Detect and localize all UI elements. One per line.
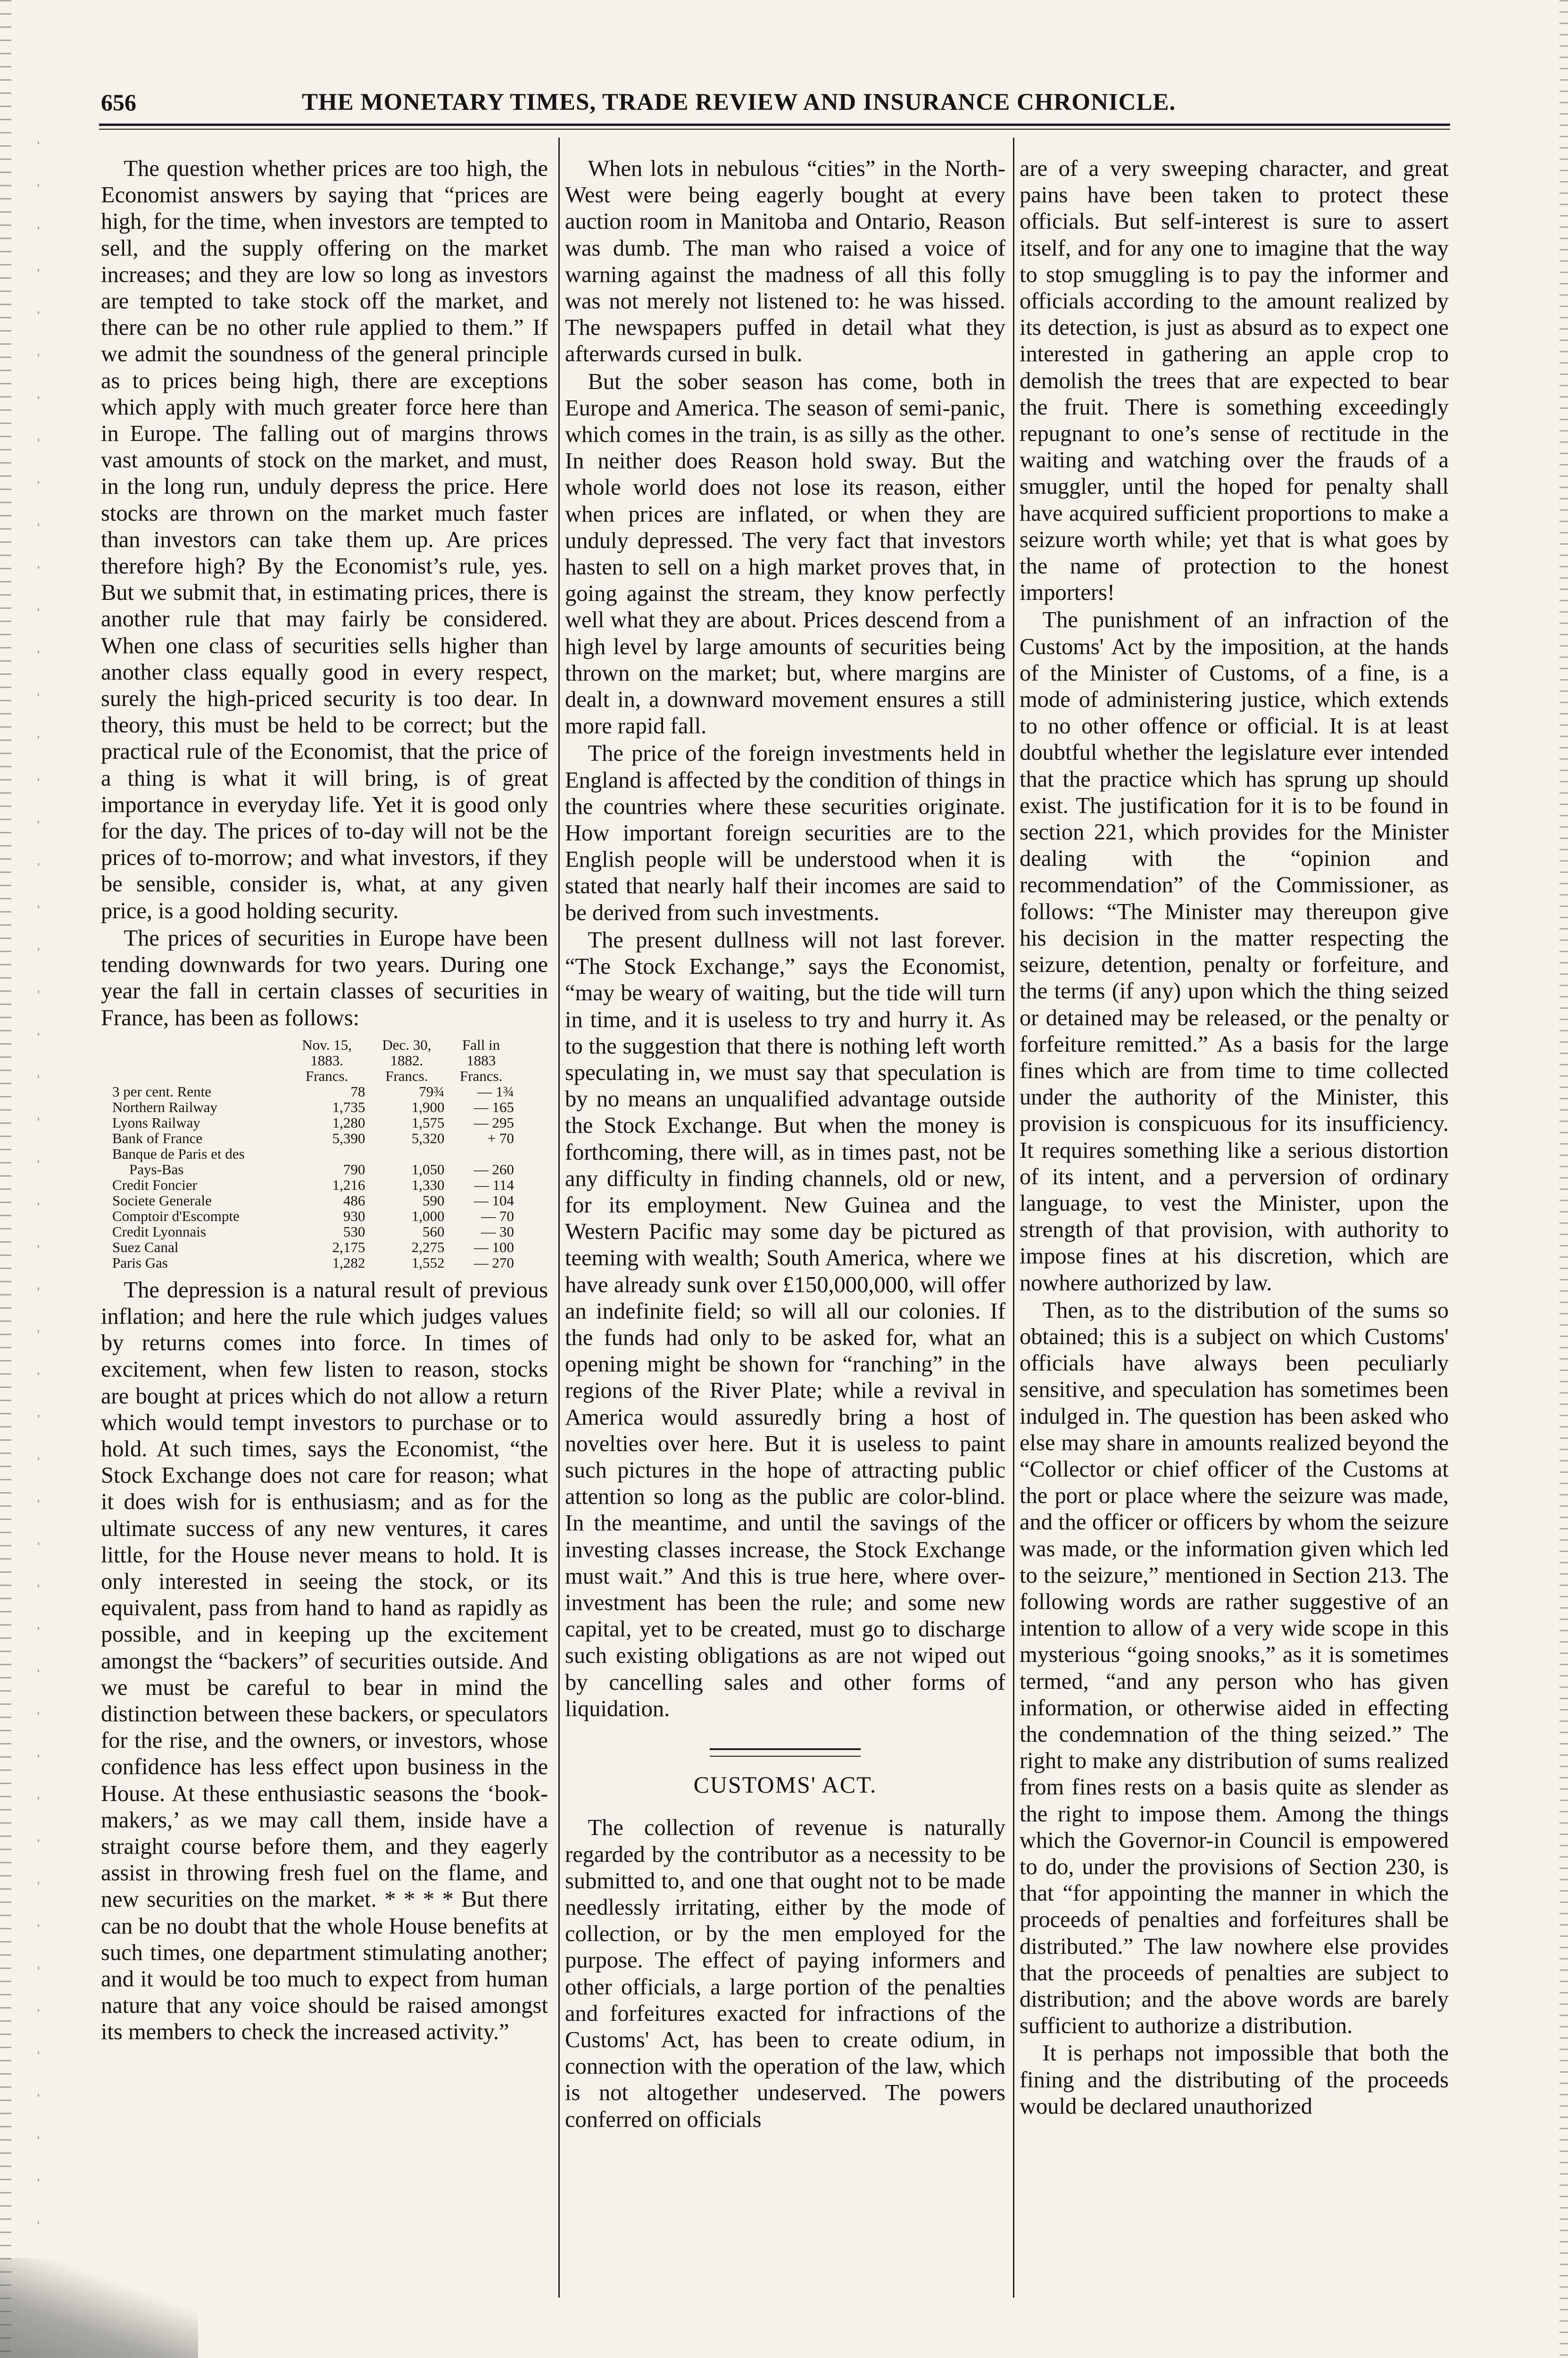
paragraph: The depression is a natural result of previous inflation; and here the rule which judges values by returns comes into force. In times of excitement, when few listen to reason, stocks are bought at prices which do not allow a return which would tempt investors to purchase or to hold. At such times, says the Economist, “the Stock Exchange does not care for reason; what it does wish for is enthusiasm; and as for the ultimate success of any new ventures, it cares little, for the House never means to hold. It is only interested in seeing the stock, or its equivalent, pass from hand to hand as rapidly as possible, and in keeping up the excitement amongst the “backers” of securities outside. And we must be careful to bear in mind the distinction between these backers, or speculators for the rise, and the owners, or investors, whose confidence has less effect upon business in the House. At these enthusiastic seasons the ‘book-makers,’ as we may call them, inside have a straight course before them, and they eagerly assist in throwing fresh fuel on the flame, and new securities on the market. * * * * But there can be no doubt that the whole House benefits at such times, one department stimulating another; and it would be too much to expect from human nature that any voice should be raised amongst its members to check the increased activity.” [101,1277,548,2045]
table-row: Bank of France 5,390 5,320 + 70 [112,1129,514,1146]
table-row: 3 per cent. Rente 78 79¾ — 1¾ [112,1083,514,1100]
paragraph: The question whether prices are too high, the Economist answers by saying that “prices are high, for the time, when investors are tempted to sell, and the supply offering on the market increases; and they are low so long as investors are tempted to take stock off the market, and there can be no other rule applied to them.” If we admit the soundness of the general principle as to prices being high, there are exceptions which apply with much greater force here than in Europe. The falling out of margins throws vast amounts of stock on the market, and must, in the long run, unduly depress the price. Here stocks are thrown on the market much faster than investors can take them up. Are prices therefore high? By the Economist’s rule, yes. But we submit that, in estimating prices, there is another rule that may fairly be considered. When one class of securities sells higher than another class equally good in every respect, surely the high-priced security is too dear. In theory, this must be held to be correct; but the practical rule of the Economist, that the price of a thing is what it will bring, is of great importance in everyday life. Yet it is good only for the day. The prices of to-day will not be the prices of to-morrow; and what investors, if they be sensible, consider is, what, at any given price, is a good holding security. [101,156,548,923]
paragraph: The present dullness will not last forever. “The Stock Exchange,” says the Economist, “may be weary of waiting, but the tide will turn in time, and it is useless to try and hurry it. As to the suggestion that there is nothing left worth speculating in, we must say that speculation is by no means an unqualified advantage outside the Stock Exchange. But when the money is forthcoming, there will, as in times past, not be any difficulty in finding channels, old or new, for its employment. New Guinea and the Western Pacific may some day be pictured as teeming with wealth; South America, where we have already sunk over £150,000,000, will offer an indefinite field; so will all our colonies. If the funds had only to be asked for, what an opening might be shown for “ranching” in the regions of the River Plate; while a revival in America would assuredly bring a host of novelties over here. But it is useless to paint such pictures in the hope of attracting public attention so long as the public are color-blind. In the meantime, and until the savings of the investing classes increase, the Stock Exchange must wait.” And this is true here, where over-investment has been the rule; and some new capital, yet to be created, must go to discharge such existing obligations as are not wiped out by cancelling sales and other forms of liquidation. [565,927,1005,1721]
paragraph: It is perhaps not impossible that both the fining and the distributing of the proceeds would be declared unauthorized [1020,2041,1449,2119]
header-rule-thin [99,129,1450,130]
table-row: Credit Foncier 1,216 1,330 — 114 [112,1176,514,1193]
table-row: Northern Railway 1,735 1,900 — 165 [112,1098,514,1115]
paragraph: The prices of securities in Europe have been tending downwards for two years. During one year the fall in certain classes of securities in France, has been as follows: [101,925,548,1030]
section-heading: CUSTOMS' ACT. [693,1771,877,1798]
paragraph: Then, as to the distribution of the sums so obtained; this is a subject on which Customs' officials have always been peculiarly sensitive, and speculation has sometimes been indulged in. The question has been asked who else may share in amounts realized beyond the “Collector or chief officer of the Customs at the port or place where the seizure was made, and the officer or officers by whom the seizure was made, or the information given which led to the seizure,” mentioned in Section 213. The following words are rather suggestive of an intention to allow of a very wide scope in this mysterious “going snooks,” as it is sometimes termed, “and any person who has given information, or otherwise aided in effecting the condemnation of the thing seized.” The right to make any distribution of sums realized from fines rests on a basis quite as slender as the right to impose them. Among the things which the Governor-in Council is empowered to do, under the provisions of Section 230, is that “for appointing the manner in which the proceeds of penalties and forfeitures shall be distributed.” The law nowhere else provides that the proceeds of penalties are subject to distribution; and the above words are barely sufficient to authorize a distribution. [1020,1297,1449,2039]
paragraph: The collection of revenue is naturally regarded by the contributor as a necessity to be submitted to, and one that ought not to be made needlessly irritating, either by the mode of collection, or by the men employed for the purpose. The effect of paying informers and other officials, a large portion of the penalties and forfeitures exacted for infractions of the Customs' Act, has been to create odium, in connection with the operation of the law, which is not altogether undeserved. The powers conferred on officials [565,1815,1005,2132]
table-row: Lyons Railway 1,280 1,575 — 295 [112,1114,514,1131]
column-3 [1020,156,1449,2120]
column-header: Fall in 1883 Francs. [460,1036,503,1084]
section-divider [565,1736,1005,1763]
running-head: THE MONETARY TIMES, TRADE REVIEW AND INSURANCE CHRONICLE. [302,89,1176,116]
header-rule [99,124,1450,126]
paragraph: But the sober season has come, both in Europe and America. The season of semi-panic, which comes in the train, is as silly as the other. In neither does Reason hold sway. But the whole world does not lose its reason, either when prices are inflated, or when they are unduly depressed. The very fact that investors hasten to sell on a high market proves that, in going against the stream, they know perfectly well what they are about. Prices descend from a high level by large amounts of securities being thrown on the market; but, where margins are dealt in, a downward movement ensures a still more rapid fall. [565,369,1005,739]
securities-table [110,1037,516,1270]
paragraph: are of a very sweeping character, and great pains have been taken to protect these officials. But self-interest is sure to assert itself, and for any one to imagine that the way to stop smuggling is to pay the informer and officials according to the amount realized by its detection, is just as absurd as to expect one interested in gathering an apple crop to demolish the trees that are expected to bear the fruit. There is something exceedingly repugnant to one’s sense of rectitude in the waiting and watching over the frauds of a smuggler, until the hoped for penalty shall have acquired sufficient proportions to make a seizure worth while; yet that is what goes by the name of protection to the honest importers! [1020,156,1449,606]
column-2 [565,156,1005,2133]
column-1 [101,156,548,2046]
table-row: Credit Lyonnais 530 560 — 30 [112,1223,514,1240]
column-rule-2 [1013,138,1014,2298]
scan-edge-right [1560,0,1568,2358]
page-number: 656 [101,89,136,116]
table-row: Societe Generale 486 590 — 104 [112,1192,514,1209]
table-row: Paris Gas 1,282 1,552 — 270 [112,1254,514,1271]
table-header-row [110,1037,516,1084]
paragraph: The price of the foreign investments held in England is affected by the condition of things in the countries where these securities originate. How important foreign securities are to the English people will be understood when it is stated that nearly half their incomes are said to be derived from such investments. [565,741,1005,925]
paragraph: The punishment of an infraction of the Customs' Act by the imposition, at the hands of the Minister of Customs, of a fine, is a mode of administering justice, which extends to no other offence or official. It is at least doubtful whether the legislature ever intended that the practice which has sprung up should exist. The justification for it is to be found in section 221, which provides for the Minister dealing with the “opinion and recommendation” of the Commissioner, as follows: “The Minister may thereupon give his decision in the matter respecting the seizure, detention, penalty or forfeiture, and the terms (if any) upon which the thing seized or detained may be released, or the penalty or forfeiture remitted.” As a basis for the large fines which are from time to time collected under the authority of the Minister, this provision is conspicuous for its insufficiency. It requires something like a serious distortion of its intent, and a perversion of ordinary language, to vest the Minister, upon the strength of that provision, with authority to impose fines at his discretion, which are nowhere authorized by law. [1020,607,1449,1295]
table-row: Comptoir d'Escompte 930 1,000 — 70 [112,1207,514,1224]
table-row: Pays-Bas 790 1,050 — 260 [129,1161,514,1178]
column-header: Nov. 15, 1883. Francs. [302,1036,352,1084]
scan-edge-left [0,0,11,2358]
scan-corner-damage [0,2258,198,2358]
paragraph: When lots in nebulous “cities” in the North-West were being eagerly bought at every auction room in Manitoba and Ontario, Reason was dumb. The man who raised a voice of warning against the madness of all this folly was not merely not listened to: he was hissed. The newspapers puffed in detail what they afterwards cursed in bulk. [565,156,1005,367]
column-rule-1 [558,138,560,2298]
column-header: Dec. 30, 1882. Francs. [382,1036,431,1084]
table-row: Suez Canal 2,175 2,275 — 100 [112,1238,514,1255]
scan-fold-mark [38,141,39,2264]
table-row: Banque de Paris et des [112,1145,245,1162]
